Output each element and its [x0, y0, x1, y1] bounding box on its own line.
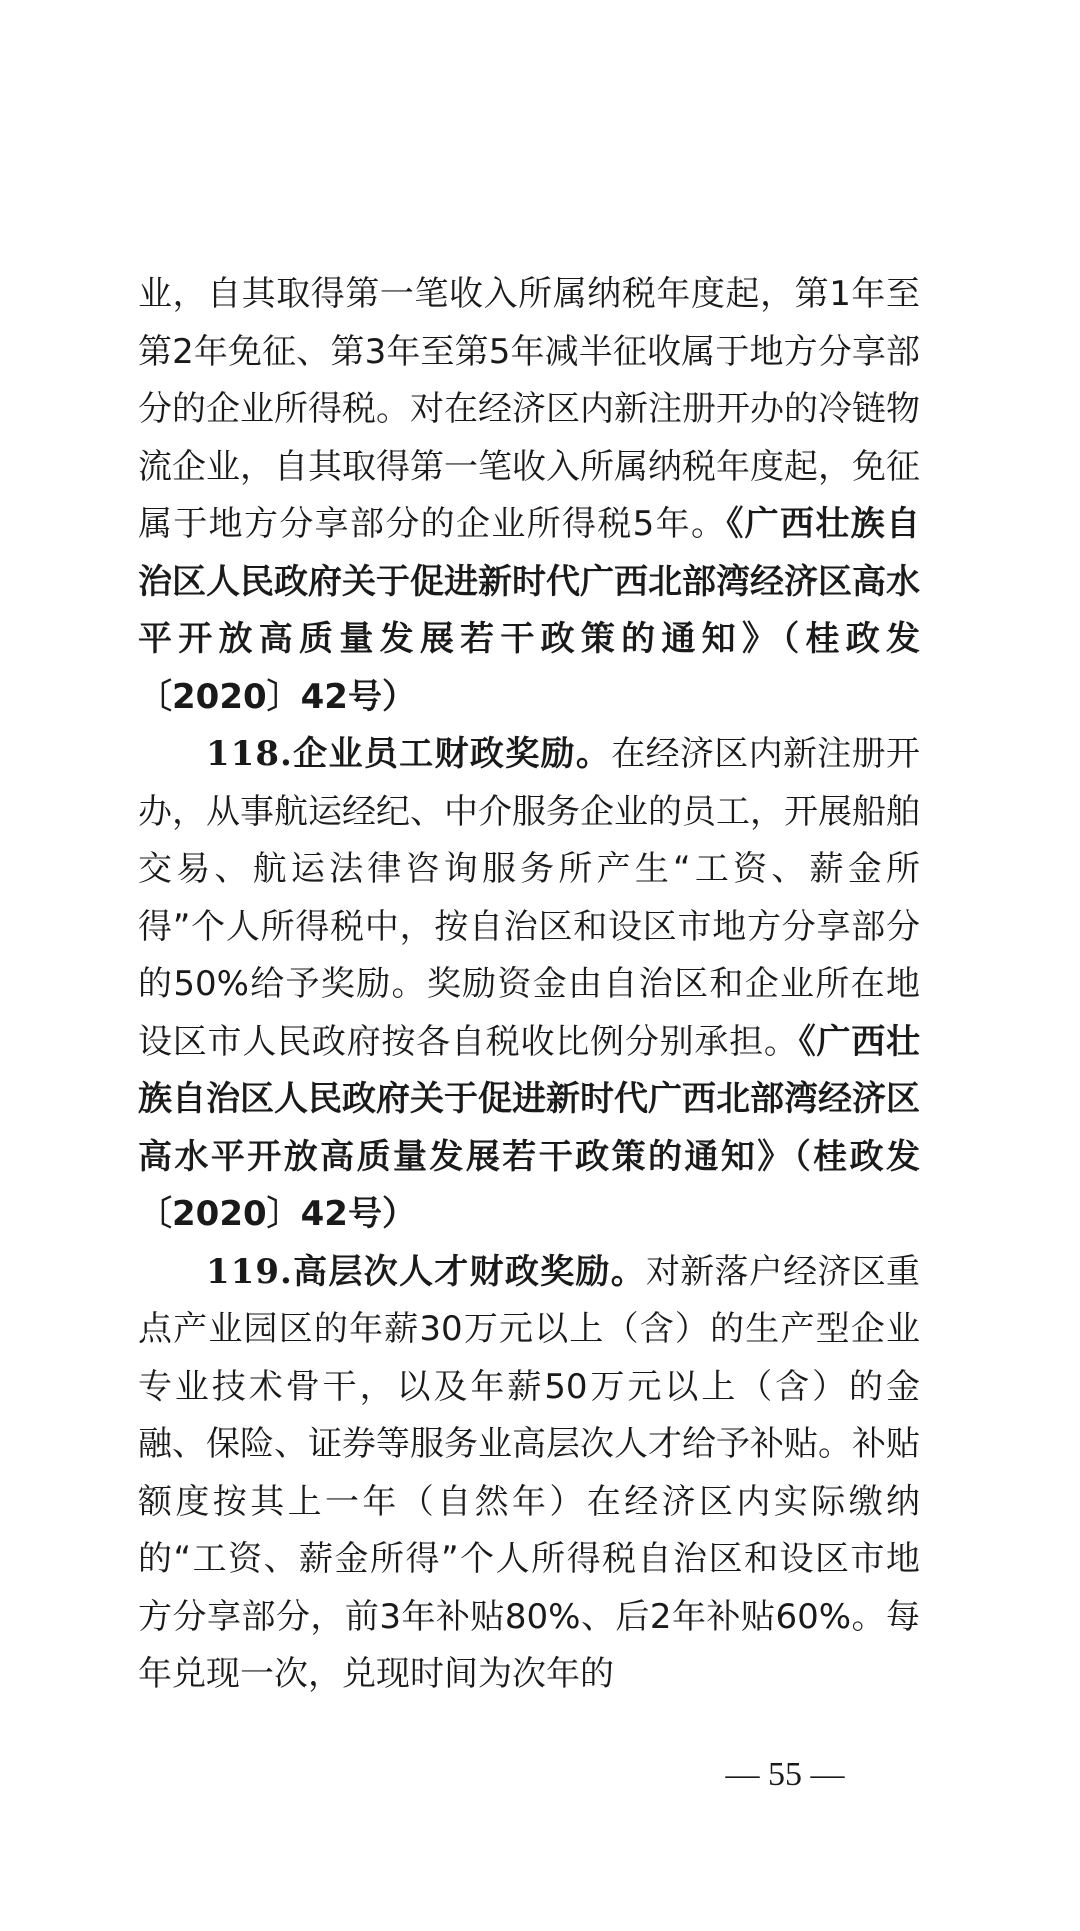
- paragraph-item-119: [138, 1244, 920, 1704]
- paragraph-continuation: [138, 266, 920, 726]
- page-number: — 55 —: [725, 1756, 845, 1793]
- paragraph-body: 对新落户经济区重点产业园区的年薪30万元以上（含）的生产型企业专业技术骨干，以及年薪50万元以上（含）的金融、保险、证券等服务业高层次人才给予补贴。补贴额度按其上一年（自然年）在经济区内实际缴纳的“工资、薪金所得”个人所得税自治区和设区市地方分享部分，前3年补贴80%、后2年补贴60%。每年兑现一次，兑现时间为次年的: [138, 1251, 921, 1694]
- paragraph-body: 在经济区内新注册开办，从事航运经纪、中介服务企业的员工，开展船舶交易、航运法律咨询服务所产生“工资、薪金所得”个人所得税中，按自治区和设区市地方分享部分的50%给予奖励。奖励资金由自治区和企业所在地设区市人民政府按各自税收比例分别承担。: [138, 734, 920, 1062]
- policy-citation: 《广西壮族自治区人民政府关于促进新时代广西北部湾经济区高水平开放高质量发展若干政策的通知》（桂政发〔2020〕42号）: [138, 1021, 921, 1234]
- paragraph-item-118: [138, 726, 920, 1244]
- paragraph-body: 业，自其取得第一笔收入所属纳税年度起，第1年至第2年免征、第3年至第5年减半征收属于地方分享部分的企业所得税。对在经济区内新注册开办的冷链物流企业，自其取得第一笔收入所属纳税年度起，免征属于地方分享部分的企业所得税5年。: [138, 274, 920, 544]
- item-heading: 118.企业员工财政奖励。: [206, 734, 612, 774]
- policy-citation: 《广西壮族自治区人民政府关于促进新时代广西北部湾经济区高水平开放高质量发展若干政策的通知》（桂政发〔2020〕42号）: [138, 504, 921, 717]
- item-heading: 119.高层次人才财政奖励。: [206, 1251, 646, 1292]
- document-body: [138, 266, 920, 1704]
